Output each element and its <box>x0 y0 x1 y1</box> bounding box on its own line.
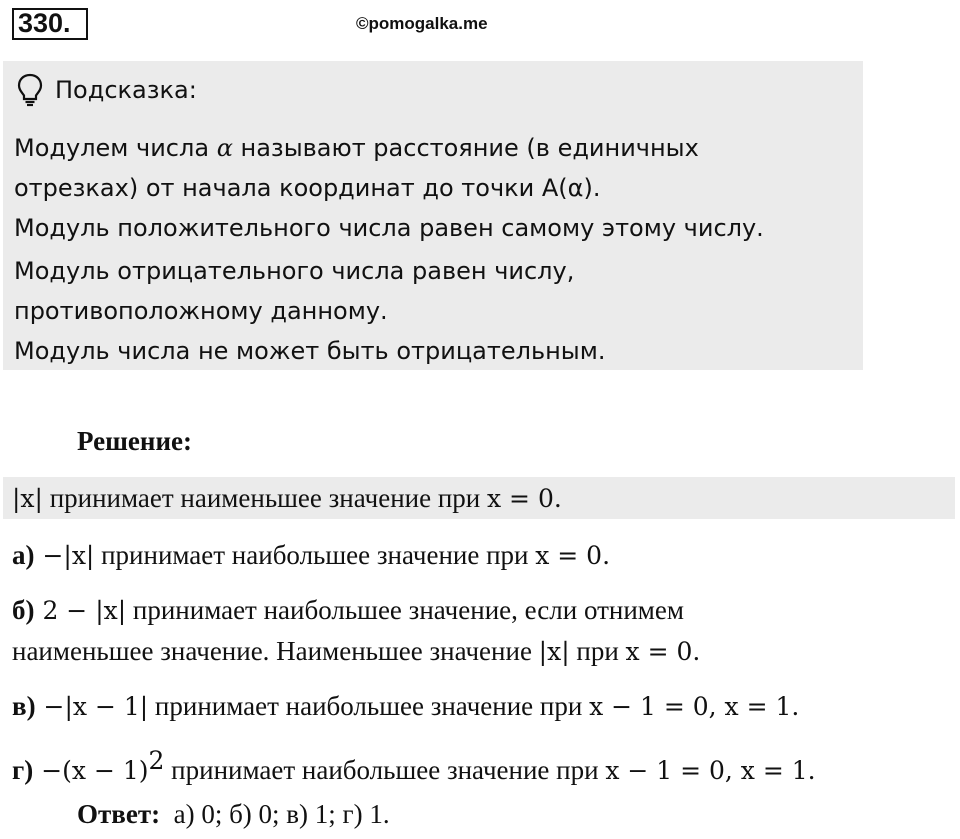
hint-header <box>17 73 197 107</box>
solution-part-a: а) −|x| принимает наибольшее значение при x = 0. <box>12 540 611 570</box>
hint-paragraph-1-line-1: Модулем числа α называют расстояние (в единичных <box>14 134 699 162</box>
solution-intro: |x| принимает наименьшее значение при x = 0. <box>12 483 562 513</box>
lightbulb-icon <box>17 73 43 107</box>
problem-number: 330. <box>12 8 88 40</box>
hint-paragraph-3-line-2: противоположному данному. <box>14 297 388 325</box>
hint-paragraph-1-line-2: отрезках) от начала координат до точки А(α). <box>14 174 601 202</box>
solution-part-b-line-1: б) 2 − |x| принимает наибольшее значение, если отнимем <box>12 595 684 625</box>
hint-box <box>3 61 863 370</box>
solution-title: Решение: <box>77 426 192 456</box>
hint-title: Подсказка: <box>55 76 197 104</box>
hint-paragraph-3-line-1: Модуль отрицательного числа равен числу, <box>14 257 575 285</box>
answer: Ответ: а) 0; б) 0; в) 1; г) 1. <box>77 799 390 829</box>
solution-part-b-line-2: наименьшее значение. Наименьшее значение |x| при x = 0. <box>12 636 701 666</box>
solution-part-v: в) −|x − 1| принимает наибольшее значение при x − 1 = 0, x = 1. <box>12 691 800 721</box>
hint-paragraph-2: Модуль положительного числа равен самому этому числу. <box>14 214 764 242</box>
solution-part-g: $г) -(x - 1)^2$ принимает наибольшее значение при x − 1 = 0, x = 1. <box>12 746 816 785</box>
watermark: ©pomogalka.me <box>356 14 488 33</box>
hint-paragraph-4: Модуль числа не может быть отрицательным. <box>14 337 606 365</box>
